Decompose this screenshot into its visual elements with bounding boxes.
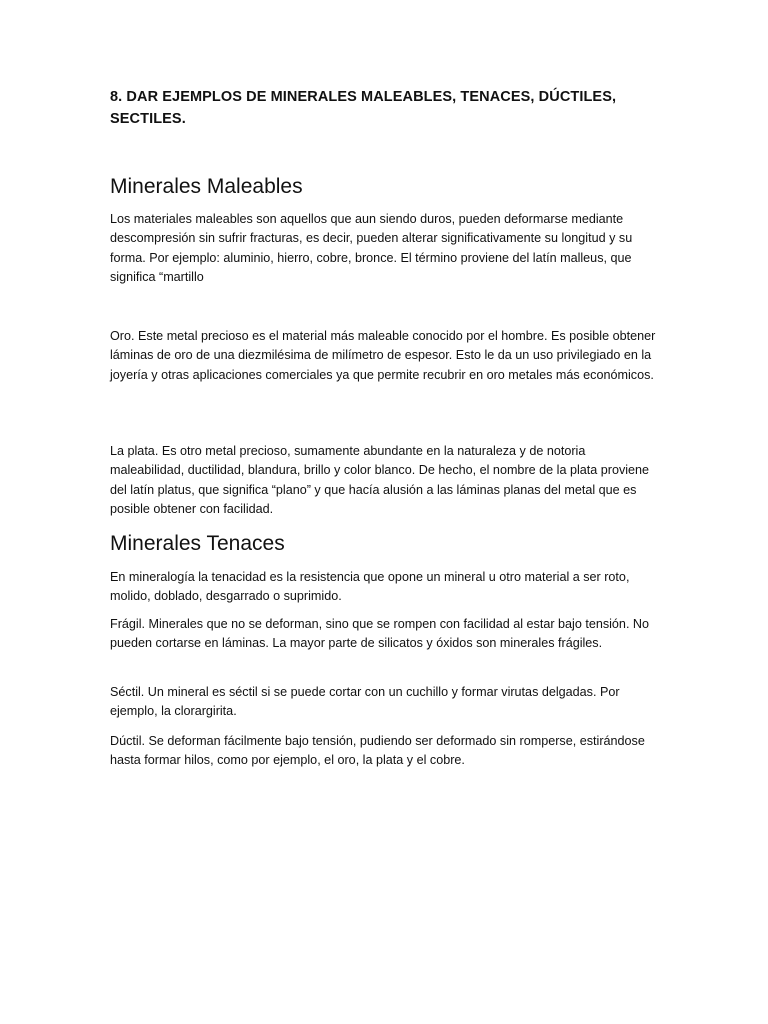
paragraph-plata: La plata. Es otro metal precioso, sumamente abundante en la naturaleza y de notoria maleabilidad, ductilidad, blandura, brillo y color blanco. De hecho, el nombre de la plata proviene del latín platus, que significa “plano” y que hacía alusión a las láminas planas del metal que es posible obtener con facilidad. [110, 444, 650, 517]
main-heading: 8. DAR EJEMPLOS DE MINERALES MALEABLES, TENACES, DÚCTILES, SECTILES. [110, 89, 617, 127]
paragraph-sectil: Séctil. Un mineral es séctil si se puede cortar con un cuchillo y formar virutas delgadas. Por ejemplo, la clorargirita. [110, 685, 620, 719]
paragraph-tenacidad: En mineralogía la tenacidad es la resistencia que opone un mineral u otro material a ser roto, molido, doblado, desgarrado o suprimido. [110, 570, 630, 604]
paragraph-ductil: Dúctil. Se deforman fácilmente bajo tensión, pudiendo ser deformado sin romperse, estirándose hasta formar hilos, como por ejemplo, el oro, la plata y el cobre. [110, 734, 645, 768]
paragraph-oro: Oro. Este metal precioso es el material más maleable conocido por el hombre. Es posible obtener láminas de oro de una diezmilésima de milímetro de espesor. Esto le da un uso privilegiado en la joyería y otras aplicaciones comerciales ya que permite recubrir en oro metales más económicos. [110, 329, 656, 382]
section-title-tenaces: Minerales Tenaces [110, 532, 285, 555]
section-title-maleables: Minerales Maleables [110, 175, 303, 198]
paragraph-fragil: Frágil. Minerales que no se deforman, sino que se rompen con facilidad al estar bajo tensión. No pueden cortarse en láminas. La mayor parte de silicatos y óxidos son minerales frágiles. [110, 617, 650, 651]
paragraph-maleables-intro: Los materiales maleables son aquellos que aun siendo duros, pueden deformarse mediante descompresión sin sufrir fracturas, es decir, pueden alterar significativamente su longitud y su forma. Por ejemplo: aluminio, hierro, cobre, bronce. El término proviene del latín malleus, que significa “martillo [110, 212, 633, 285]
